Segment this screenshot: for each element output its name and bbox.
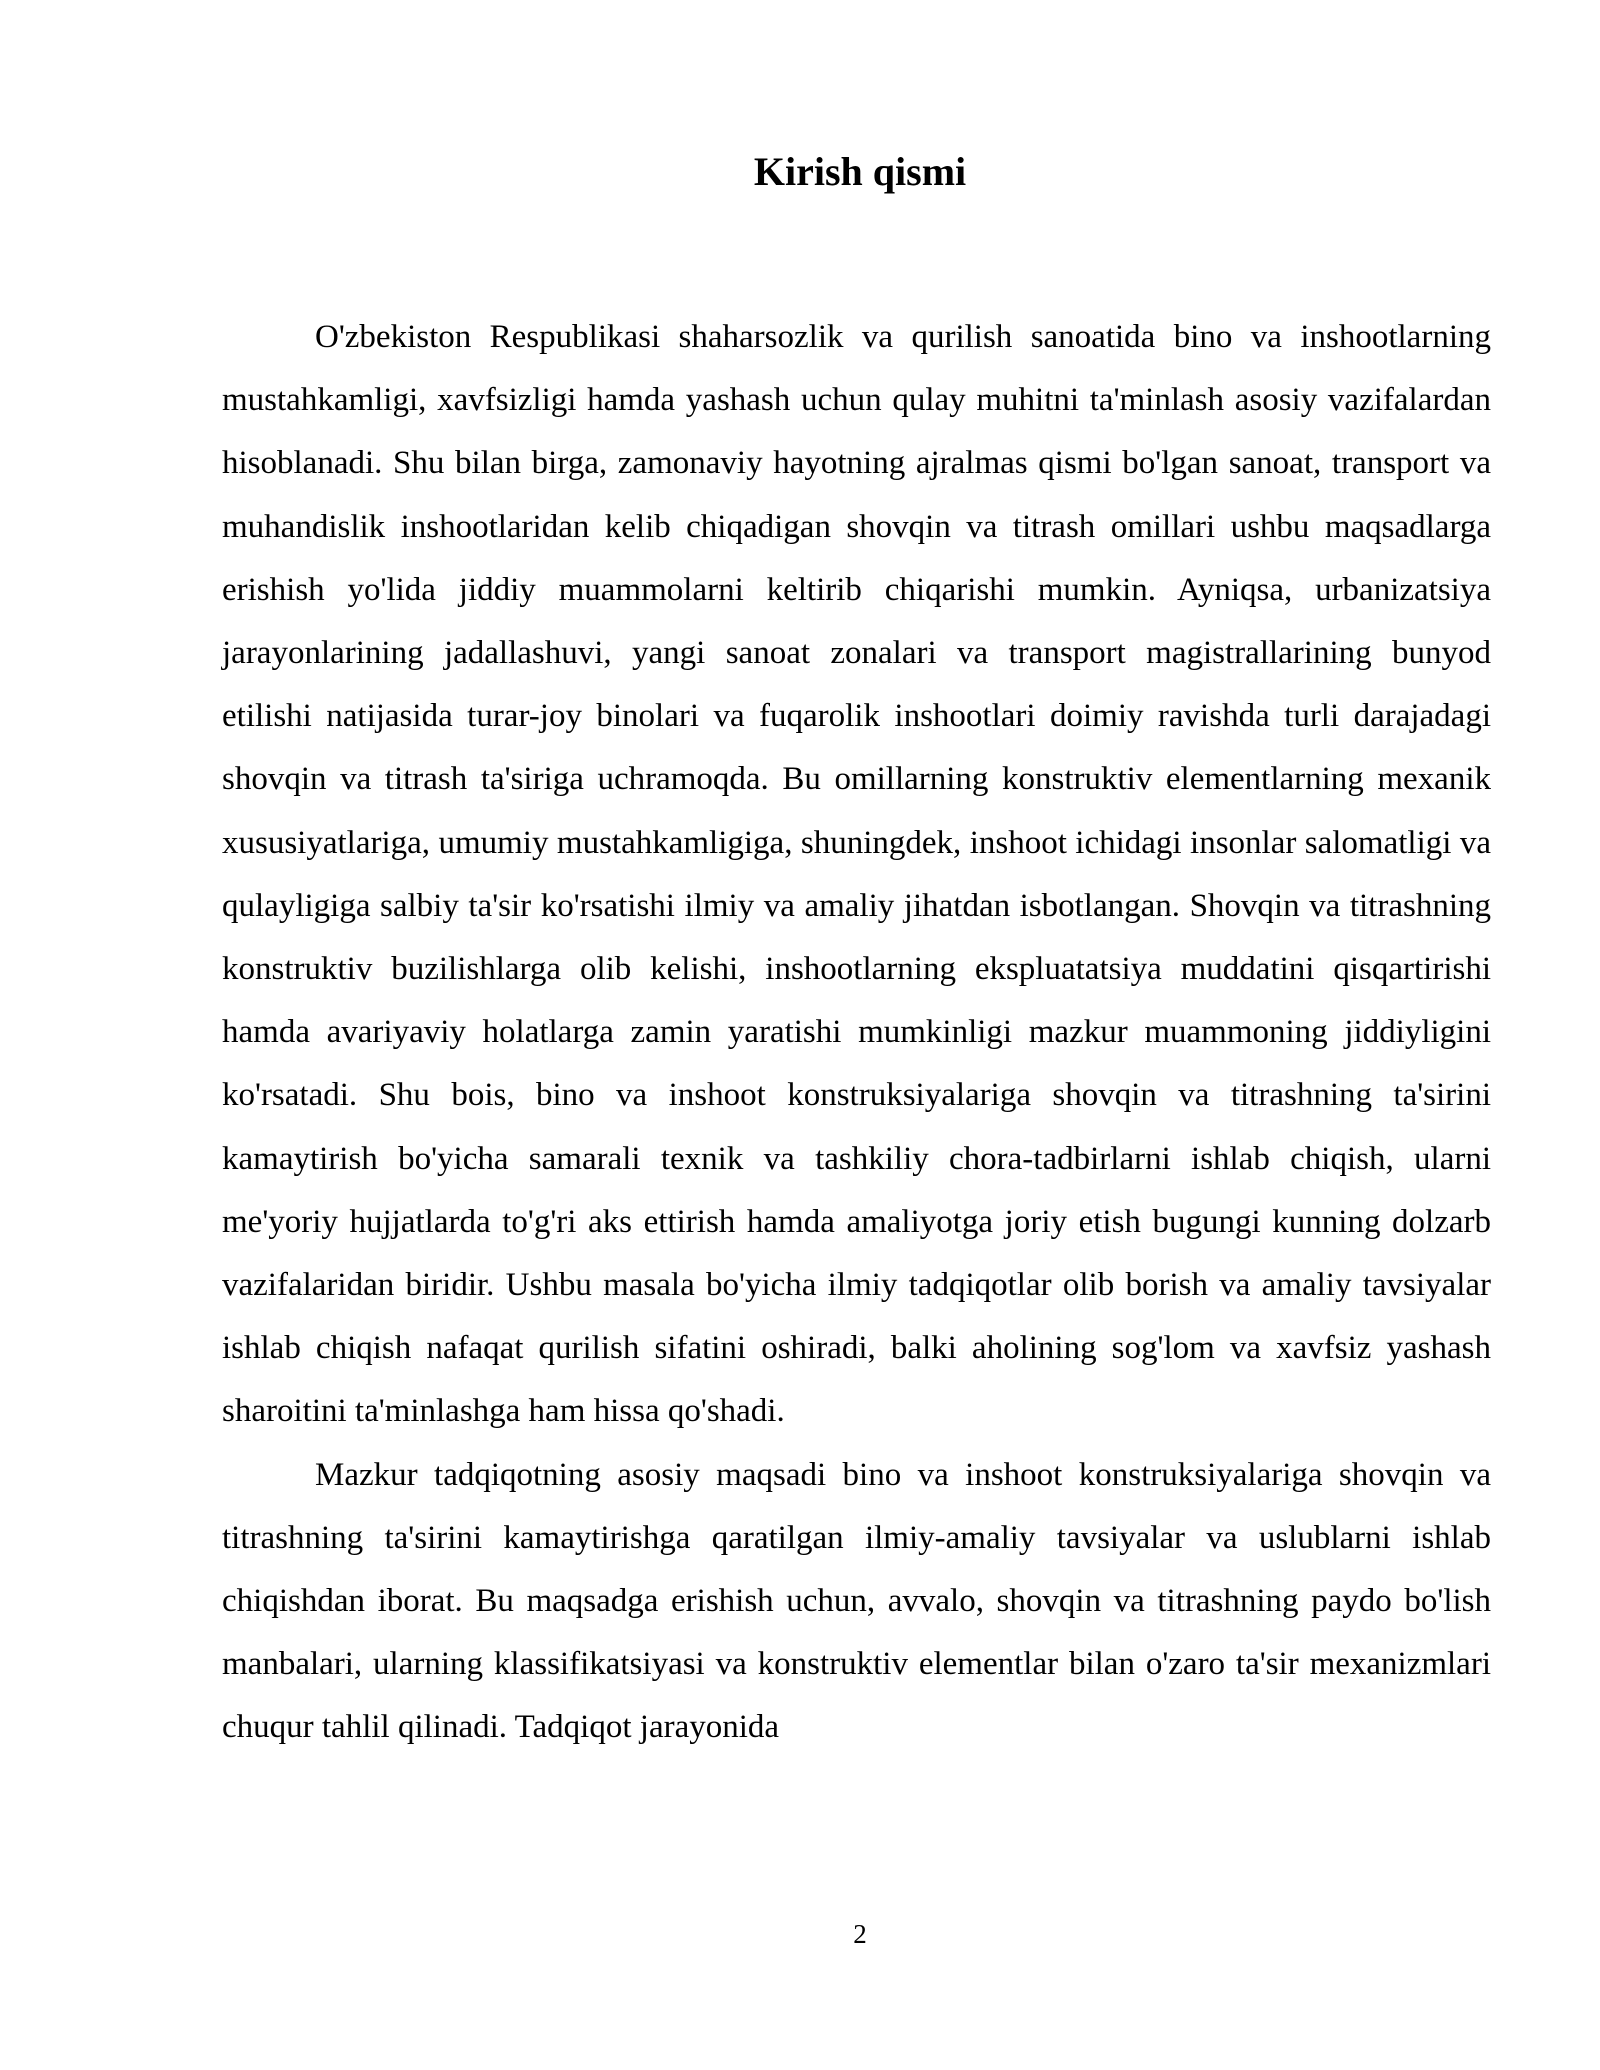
body-text bbox=[222, 306, 1491, 1760]
paragraph-intro: O'zbekiston Respublikasi shaharsozlik va qurilish sanoatida bino va inshootlarning mustahkamligi, xavfsizligi hamda yashash uchun qulay muhitni ta'minlash asosiy vazifalardan hisoblanadi. Shu bilan birga, zamonaviy hayotning ajralmas qismi bo'lgan sanoat, transport va muhandislik inshootlaridan kelib chiqadigan shovqin va titrash omillari ushbu maqsadlarga erishish yo'lida jiddiy muammolarni keltirib chiqarishi mumkin. Ayniqsa, urbanizatsiya jarayonlarining jadallashuvi, yangi sanoat zonalari va transport magistrallarining bunyod etilishi natijasida turar-joy binolari va fuqarolik inshootlari doimiy ravishda turli darajadagi shovqin va titrash ta'siriga uchramoqda. Bu omillarning konstruktiv elementlarning mexanik xususiyatlariga, umumiy mustahkamligiga, shuningdek, inshoot ichidagi insonlar salomatligi va qulayligiga salbiy ta'sir ko'rsatishi ilmiy va amaliy jihatdan isbotlangan. Shovqin va titrashning konstruktiv buzilishlarga olib kelishi, inshootlarning ekspluatatsiya muddatini qisqartirishi hamda avariyaviy holatlarga zamin yaratishi mumkinligi mazkur muammoning jiddiyligini ko'rsatadi. Shu bois, bino va inshoot konstruksiyalariga shovqin va titrashning ta'sirini kamaytirish bo'yicha samarali texnik va tashkiliy chora-tadbirlarni ishlab chiqish, ularni me'yoriy hujjatlarda to'g'ri aks ettirish hamda amaliyotga joriy etish bugungi kunning dolzarb vazifalaridan biridir. Ushbu masala bo'yicha ilmiy tadqiqotlar olib borish va amaliy tavsiyalar ishlab chiqish nafaqat qurilish sifatini oshiradi, balki aholining sog'lom va xavfsiz yashash sharoitini ta'minlashga ham hissa qo'shadi. bbox=[222, 319, 1491, 1430]
page-title: Kirish qismi bbox=[753, 149, 967, 194]
page-number: 2 bbox=[853, 1919, 867, 1949]
paragraph-goal: Mazkur tadqiqotning asosiy maqsadi bino va inshoot konstruksiyalariga shovqin va titrashning ta'sirini kamaytirishga qaratilgan ilmiy-amaliy tavsiyalar va uslublarni ishlab chiqishdan iborat. Bu maqsadga erishish uchun, avvalo, shovqin va titrashning paydo bo'lish manbalari, ularning klassifikatsiyasi va konstruktiv elementlar bilan o'zaro ta'sir mexanizmlari chuqur tahlil qilinadi. Tadqiqot jarayonida bbox=[222, 1456, 1491, 1746]
